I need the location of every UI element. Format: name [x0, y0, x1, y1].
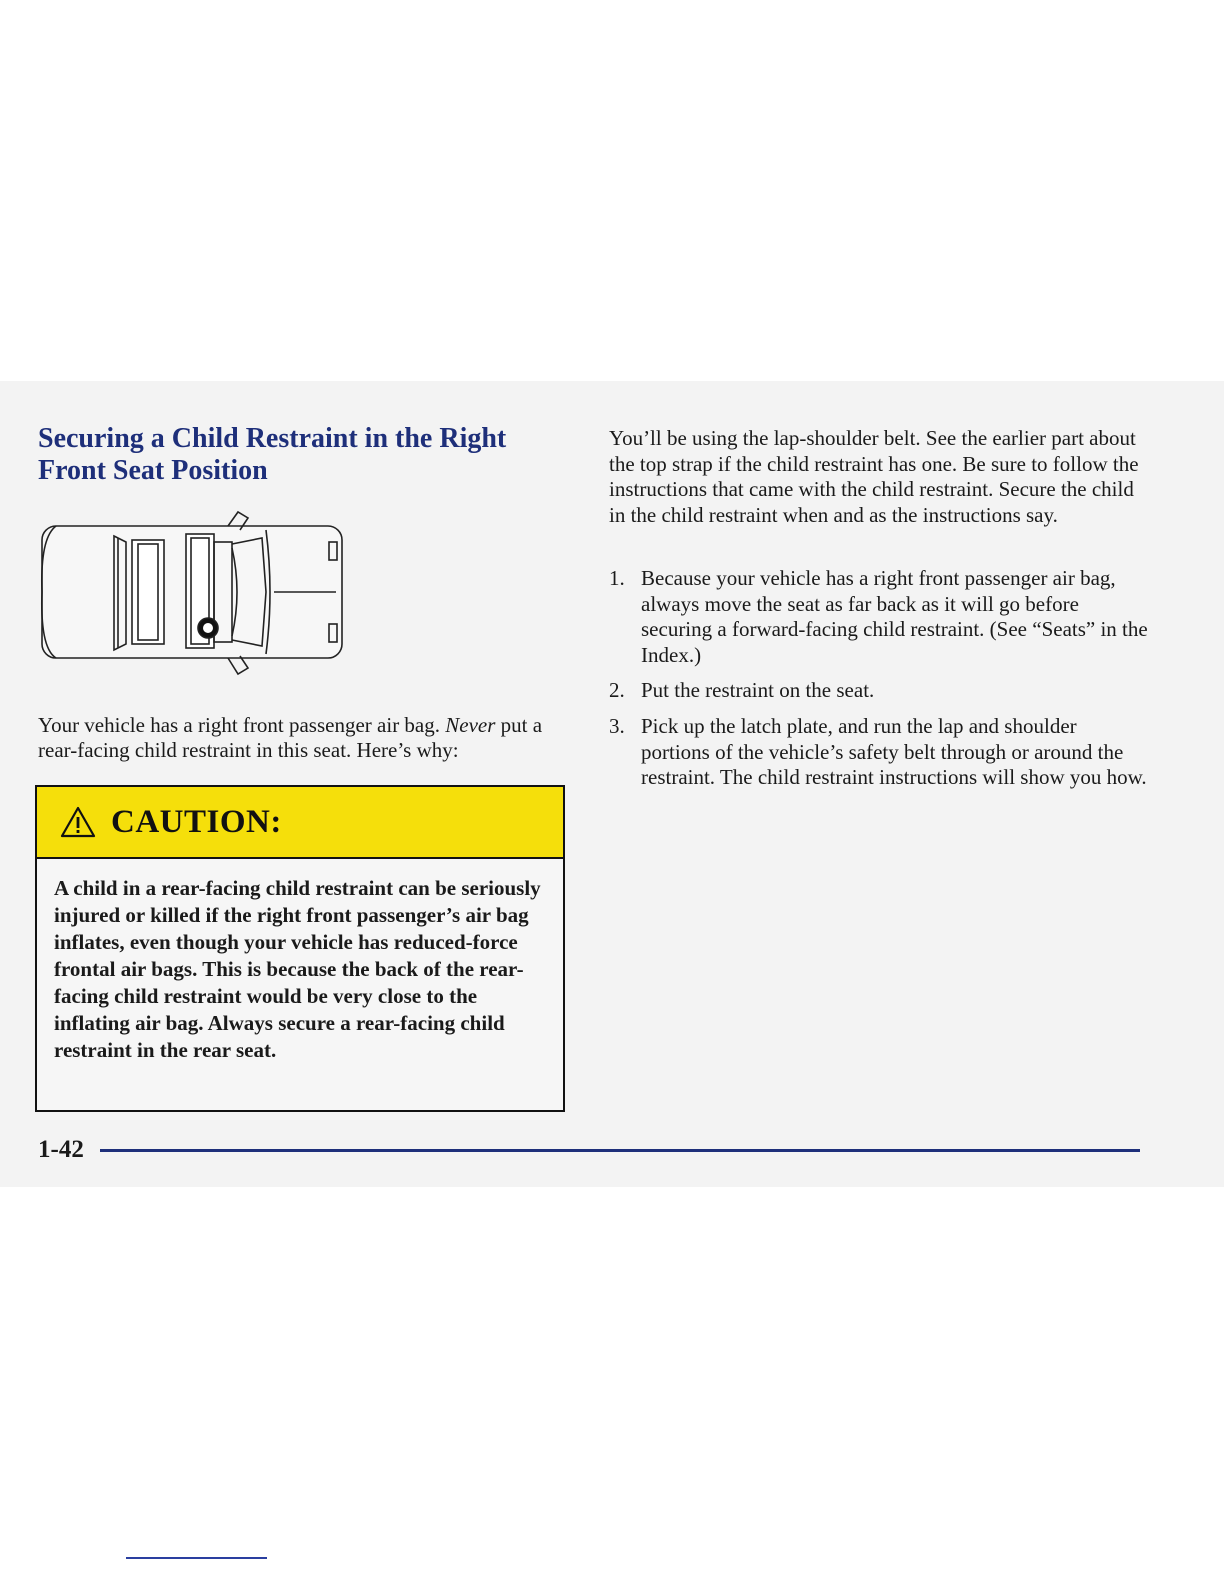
belt-instructions-paragraph: You’ll be using the lap-shoulder belt. See the earlier part about the top strap if the child restraint has one. Be sure to follow the instructions that came with the child restraint. Secure the child in the child restraint when and as the instructions say.: [609, 426, 1139, 527]
warning-triangle-icon: [59, 805, 97, 839]
step-text: Pick up the latch plate, and run the lap and shoulder portions of the vehicle’s safety belt through or around the restraint. The child restraint instructions will show you how.: [641, 713, 1147, 790]
steps-list: [609, 566, 1149, 801]
caution-title: CAUTION:: [111, 803, 282, 840]
intro-text-start: Your vehicle has a right front passenger air bag.: [38, 713, 446, 737]
page-number: 1-42: [38, 1136, 84, 1163]
caution-text: A child in a rear-facing child restraint can be seriously injured or killed if the right front passenger’s air bag inflates, even though your vehicle has reduced-force frontal air bags. This is because the back of the rear-facing child restraint would be very close to the inflating air bag. Always secure a rear-facing child restraint in the rear seat.: [54, 876, 541, 1062]
list-item: [609, 566, 1149, 668]
vehicle-top-view-illustration: [36, 508, 356, 683]
step-number: 2.: [609, 678, 625, 703]
footer-rule: [100, 1149, 1140, 1152]
intro-emphasis: Never: [445, 713, 496, 737]
step-number: 1.: [609, 566, 625, 590]
step-number: 3.: [609, 713, 625, 738]
caution-header: [37, 787, 563, 859]
list-item: [609, 714, 1149, 791]
bottom-divider: [126, 1557, 267, 1559]
step-text: Put the restraint on the seat.: [641, 678, 875, 703]
step-text: Because your vehicle has a right front passenger air bag, always move the seat as far back as it will go before securing a forward-facing child restraint. (See “Seats” in the Index.): [641, 566, 1148, 667]
caution-box: [35, 785, 565, 1112]
list-item: [609, 678, 1149, 704]
intro-paragraph: [38, 713, 568, 763]
section-heading: Securing a Child Restraint in the Right Front Seat Position: [38, 423, 507, 486]
intro-text-end: put a rear-facing child restraint in this seat. Here’s why:: [38, 713, 543, 762]
